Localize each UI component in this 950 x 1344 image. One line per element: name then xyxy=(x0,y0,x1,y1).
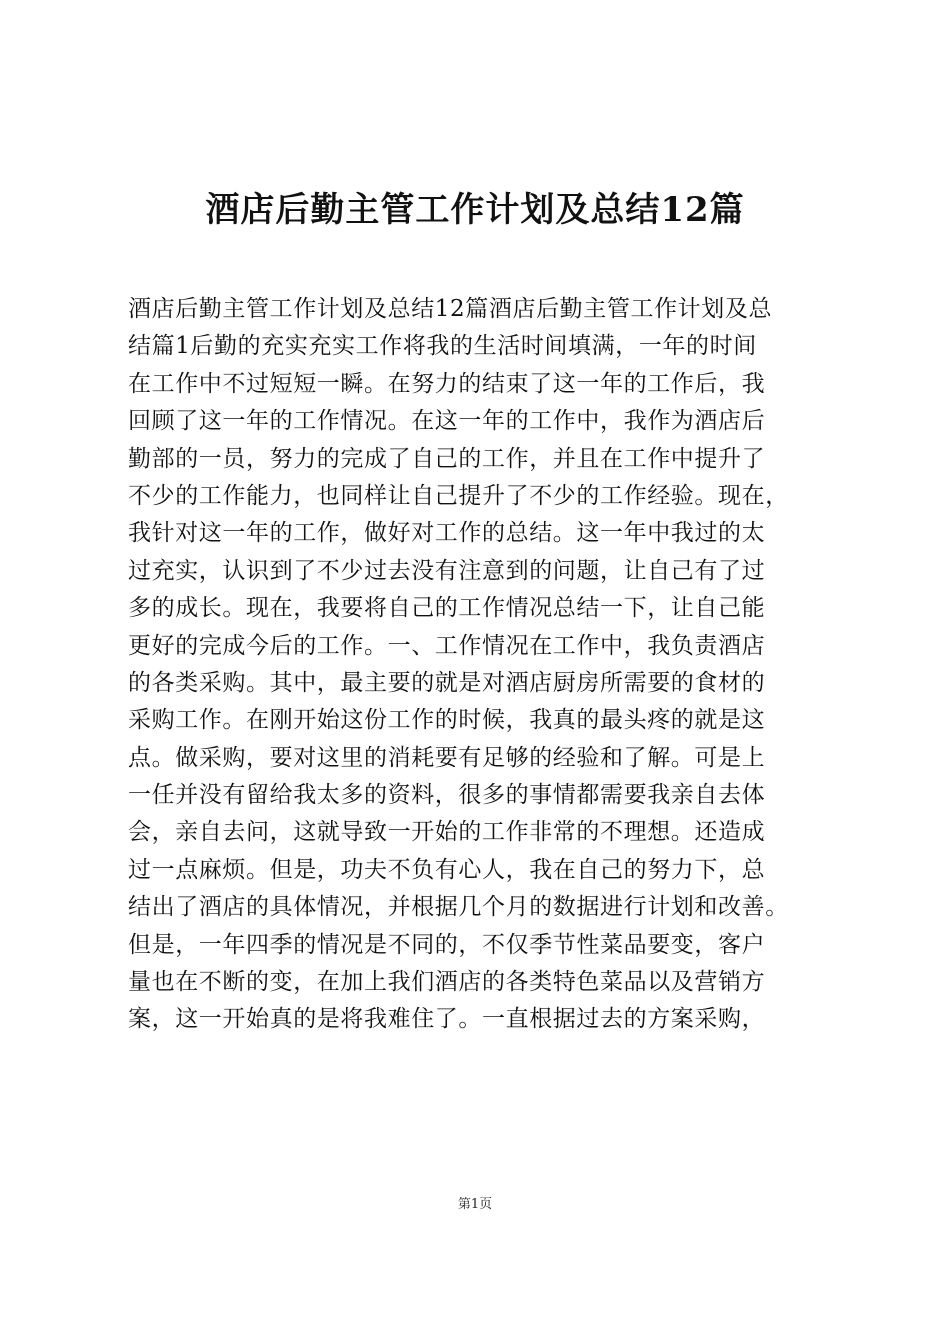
body-line: 过一点麻烦。但是，功夫不负有心人，我在自己的努力下，总 xyxy=(128,856,766,883)
body-line: 点。做采购，要对这里的消耗要有足够的经验和了解。可是上 xyxy=(128,744,766,771)
body-line: 采购工作。在刚开始这份工作的时候，我真的最头疼的就是这 xyxy=(128,707,766,734)
body-line: 在工作中不过短短一瞬。在努力的结束了这一年的工作后，我 xyxy=(128,370,766,397)
document-title: 酒店后勤主管工作计划及总结12篇 xyxy=(205,190,745,230)
body-line: 回顾了这一年的工作情况。在这一年的工作中，我作为酒店后 xyxy=(128,408,766,435)
body-line: 结篇1后勤的充实充实工作将我的生活时间填满，一年的时间 xyxy=(128,333,757,360)
body-line: 过充实，认识到了不少过去没有注意到的问题，让自己有了过 xyxy=(128,557,766,584)
body-line: 但是，一年四季的情况是不同的，不仅季节性菜品要变，客户 xyxy=(128,931,766,958)
body-line: 勤部的一员，努力的完成了自己的工作，并且在工作中提升了 xyxy=(128,445,766,472)
body-line: 案，这一开始真的是将我难住了。一直根据过去的方案采购， xyxy=(128,1006,766,1033)
body-line: 更好的完成今后的工作。一、工作情况在工作中，我负责酒店 xyxy=(128,632,766,659)
body-line: 多的成长。现在，我要将自己的工作情况总结一下，让自己能 xyxy=(128,595,766,622)
body-line: 酒店后勤主管工作计划及总结12篇酒店后勤主管工作计划及总 xyxy=(128,296,773,322)
body-line: 量也在不断的变，在加上我们酒店的各类特色菜品以及营销方 xyxy=(128,969,766,996)
body-line: 一任并没有留给我太多的资料，很多的事情都需要我亲自去体 xyxy=(128,782,766,809)
body-line: 不少的工作能力，也同样让自己提升了不少的工作经验。现在， xyxy=(128,482,789,509)
body-line: 结出了酒店的具体情况，并根据几个月的数据进行计划和改善。 xyxy=(128,894,789,921)
body-line: 的各类采购。其中，最主要的就是对酒店厨房所需要的食材的 xyxy=(128,669,766,696)
body-line: 我针对这一年的工作，做好对工作的总结。这一年中我过的太 xyxy=(128,520,766,547)
document-body xyxy=(128,291,828,1039)
body-line: 会，亲自去问，这就导致一开始的工作非常的不理想。还造成 xyxy=(128,819,766,846)
page-number: 第1页 xyxy=(457,1197,493,1212)
